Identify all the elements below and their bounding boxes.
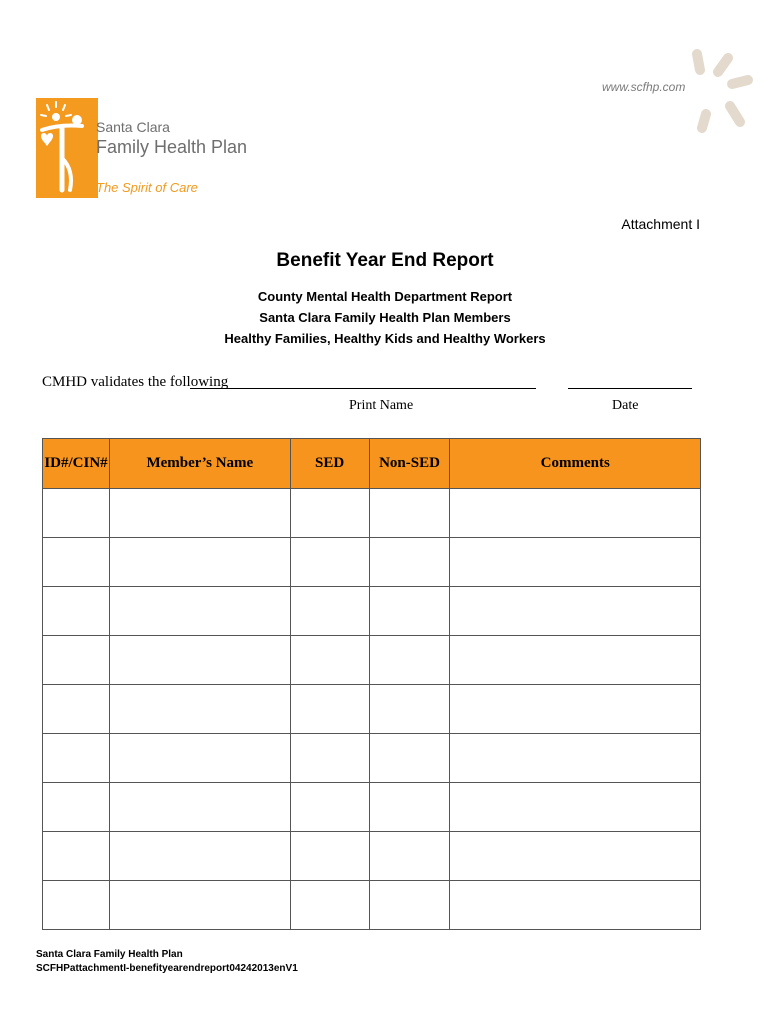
cell-comments[interactable] xyxy=(450,881,701,930)
cell-comments[interactable] xyxy=(450,685,701,734)
cell-non-sed[interactable] xyxy=(369,783,450,832)
date-label: Date xyxy=(612,398,639,413)
cell-sed[interactable] xyxy=(290,832,369,881)
table-row xyxy=(43,587,701,636)
table-row xyxy=(43,685,701,734)
cell-non-sed[interactable] xyxy=(369,489,450,538)
subtitle-line: County Mental Health Department Report xyxy=(257,289,513,304)
validation-text: CMHD validates the following xyxy=(42,374,229,390)
cell-member-name[interactable] xyxy=(109,636,290,685)
column-header-sed: SED xyxy=(290,439,369,489)
print-name-field[interactable] xyxy=(190,388,536,389)
org-name-line2: Family Health Plan xyxy=(96,137,248,157)
cell-member-name[interactable] xyxy=(109,587,290,636)
footer xyxy=(36,948,298,976)
tagline: The Spirit of Care xyxy=(96,180,198,195)
cell-sed[interactable] xyxy=(290,881,369,930)
table-row xyxy=(43,734,701,783)
cell-sed[interactable] xyxy=(290,783,369,832)
org-name xyxy=(96,119,247,158)
cell-sed[interactable] xyxy=(290,538,369,587)
member-table xyxy=(42,438,701,930)
cell-member-name[interactable] xyxy=(109,489,290,538)
org-name-line1: Santa Clara xyxy=(96,119,170,135)
cell-comments[interactable] xyxy=(450,538,701,587)
cell-non-sed[interactable] xyxy=(369,636,450,685)
cell-non-sed[interactable] xyxy=(369,881,450,930)
report-subtitles xyxy=(0,286,770,349)
report-title: Benefit Year End Report xyxy=(276,250,494,271)
cell-comments[interactable] xyxy=(450,734,701,783)
cell-id[interactable] xyxy=(43,832,110,881)
cell-sed[interactable] xyxy=(290,636,369,685)
table-row xyxy=(43,489,701,538)
website-url[interactable]: www.scfhp.com xyxy=(602,80,686,94)
table-row xyxy=(43,881,701,930)
cell-non-sed[interactable] xyxy=(369,832,450,881)
cell-non-sed[interactable] xyxy=(369,734,450,783)
cell-id[interactable] xyxy=(43,538,110,587)
cell-non-sed[interactable] xyxy=(369,538,450,587)
logo-figure-icon xyxy=(36,98,98,198)
table-body xyxy=(43,489,701,930)
cell-comments[interactable] xyxy=(450,636,701,685)
cell-comments[interactable] xyxy=(450,489,701,538)
cell-id[interactable] xyxy=(43,587,110,636)
print-name-label: Print Name xyxy=(349,398,414,413)
subtitle-line: Santa Clara Family Health Plan Members xyxy=(259,310,511,325)
column-header-comments: Comments xyxy=(450,439,701,489)
column-header-member-name: Member’s Name xyxy=(109,439,290,489)
cell-id[interactable] xyxy=(43,685,110,734)
table-row xyxy=(43,832,701,881)
logo xyxy=(36,98,98,198)
table-header-row xyxy=(43,439,701,489)
subtitle-line: Healthy Families, Healthy Kids and Healthy Workers xyxy=(224,331,546,346)
cell-id[interactable] xyxy=(43,881,110,930)
cell-member-name[interactable] xyxy=(109,685,290,734)
cell-non-sed[interactable] xyxy=(369,685,450,734)
cell-id[interactable] xyxy=(43,636,110,685)
cell-sed[interactable] xyxy=(290,587,369,636)
cell-id[interactable] xyxy=(43,734,110,783)
cell-sed[interactable] xyxy=(290,734,369,783)
cell-sed[interactable] xyxy=(290,489,369,538)
cell-non-sed[interactable] xyxy=(369,587,450,636)
table-row xyxy=(43,636,701,685)
date-field[interactable] xyxy=(568,388,692,389)
cell-comments[interactable] xyxy=(450,832,701,881)
table-row xyxy=(43,783,701,832)
cell-comments[interactable] xyxy=(450,587,701,636)
table-row xyxy=(43,538,701,587)
cell-member-name[interactable] xyxy=(109,783,290,832)
cell-member-name[interactable] xyxy=(109,881,290,930)
cell-member-name[interactable] xyxy=(109,832,290,881)
attachment-label: Attachment I xyxy=(621,216,700,232)
cell-member-name[interactable] xyxy=(109,538,290,587)
column-header-id: ID#/CIN# xyxy=(43,439,110,489)
cell-member-name[interactable] xyxy=(109,734,290,783)
cell-sed[interactable] xyxy=(290,685,369,734)
cell-id[interactable] xyxy=(43,783,110,832)
footer-doc-id: SCFHPattachmentI-benefityearendreport04242013enV1 xyxy=(36,963,298,974)
cell-comments[interactable] xyxy=(450,783,701,832)
column-header-non-sed: Non-SED xyxy=(369,439,450,489)
footer-org: Santa Clara Family Health Plan xyxy=(36,949,183,960)
cell-id[interactable] xyxy=(43,489,110,538)
